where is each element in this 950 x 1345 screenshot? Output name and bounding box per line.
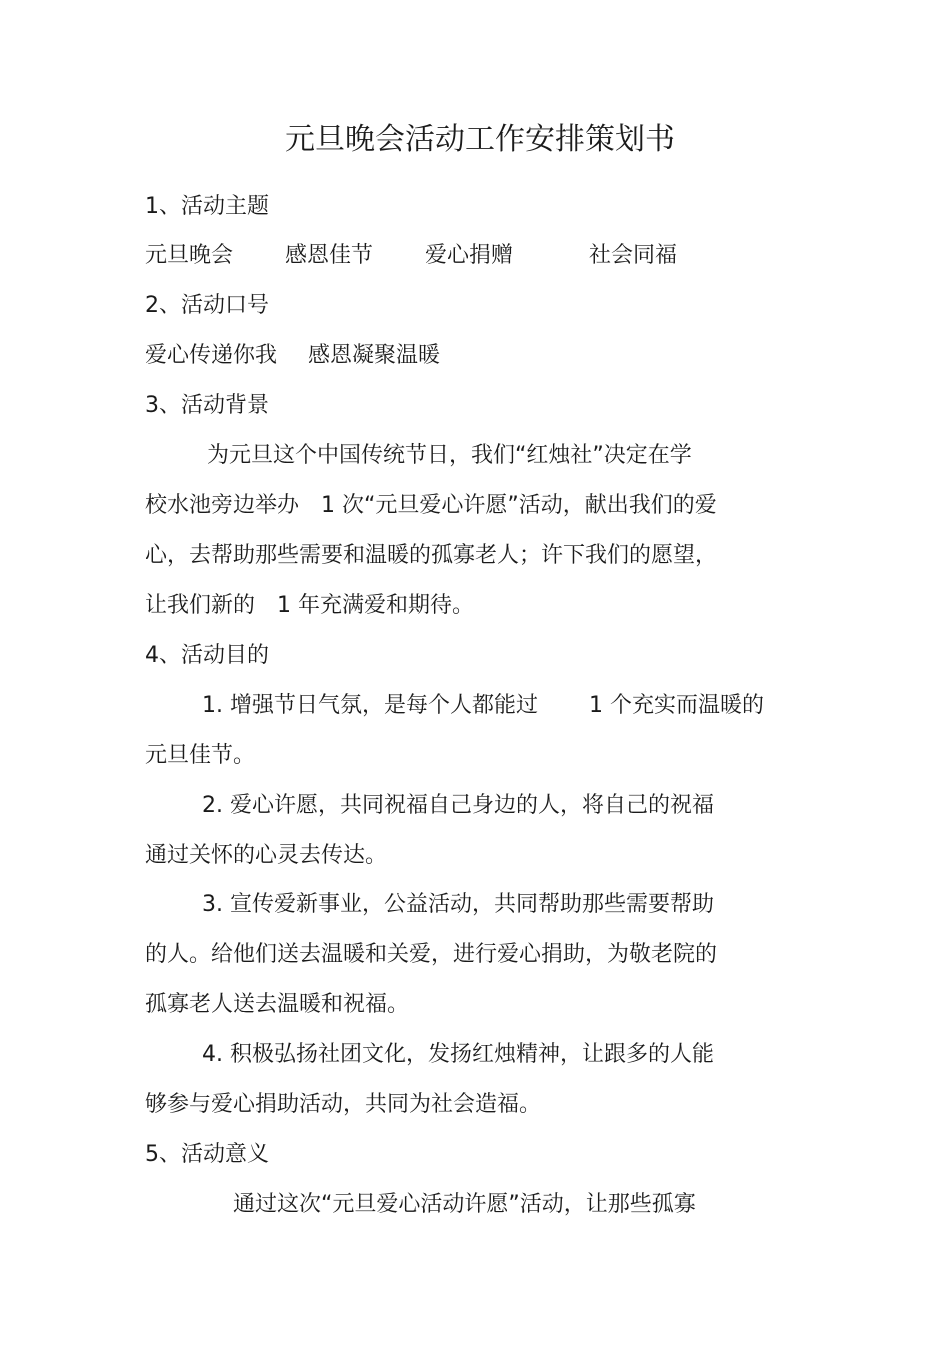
- slogan-item: 感恩凝聚温暖: [308, 343, 441, 368]
- section-2-heading: 2、活动口号: [145, 293, 269, 318]
- paragraph-line: 的人。给他们送去温暖和关爱，进行爱心捐助，为敬老院的: [145, 942, 718, 967]
- paragraph-line: 通过关怀的心灵去传达。: [145, 843, 388, 868]
- paragraph-line: 4. 积极弘扬社团文化，发扬红烛精神，让跟多的人能: [202, 1042, 714, 1067]
- section-3-heading: 3、活动背景: [145, 393, 269, 418]
- paragraph-line: 3. 宣传爱新事业，公益活动，共同帮助那些需要帮助: [202, 892, 714, 917]
- paragraph-line: 让我们新的 1 年充满爱和期待。: [145, 593, 474, 618]
- theme-item: 感恩佳节: [285, 243, 374, 268]
- section-1-heading: 1、活动主题: [145, 194, 269, 219]
- theme-item: 元旦晚会: [145, 243, 234, 268]
- theme-item: 爱心捐赠: [425, 243, 514, 268]
- paragraph-line: 为元旦这个中国传统节日，我们“红烛社”决定在学: [207, 443, 692, 468]
- paragraph-line: 通过这次“元旦爱心活动许愿”活动，让那些孤寡: [233, 1192, 696, 1217]
- paragraph-line: 够参与爱心捐助活动，共同为社会造福。: [145, 1092, 542, 1117]
- paragraph-line: 心，去帮助那些需要和温暖的孤寡老人；许下我们的愿望，: [145, 543, 718, 568]
- paragraph-line: 孤寡老人送去温暖和祝福。: [145, 992, 410, 1017]
- paragraph-line: 元旦佳节。: [145, 743, 256, 768]
- paragraph-line: 1. 增强节日气氛，是每个人都能过 1 个充实而温暖的: [202, 693, 764, 718]
- slogan-list: [145, 340, 440, 372]
- paragraph-line: 校水池旁边举办 1 次“元旦爱心许愿”活动，献出我们的爱: [145, 493, 717, 518]
- document-title: 元旦晚会活动工作安排策划书: [285, 122, 675, 157]
- paragraph-line: 2. 爱心许愿，共同祝福自己身边的人，将自己的祝福: [202, 793, 714, 818]
- theme-list: [145, 240, 677, 272]
- theme-item: 社会同福: [589, 243, 678, 268]
- section-4-heading: 4、活动目的: [145, 643, 269, 668]
- section-5-heading: 5、活动意义: [145, 1142, 269, 1167]
- slogan-item: 爱心传递你我: [145, 343, 278, 368]
